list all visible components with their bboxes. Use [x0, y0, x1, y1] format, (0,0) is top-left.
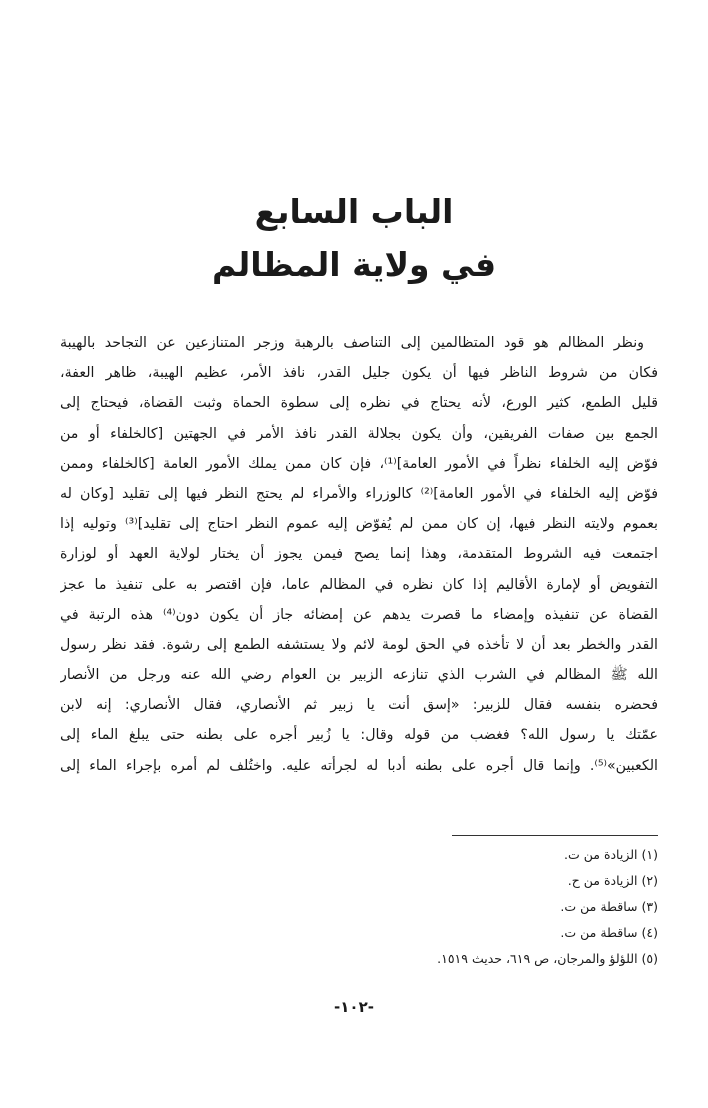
text-line: عمّتك يا رسول الله؟ فغضب من قوله وقال: يا زُبير أجره على بطنه حتى يبلغ الماء إلى [60, 727, 658, 744]
chapter-title: الباب السابع [254, 192, 454, 231]
text-line: قليل الطمع، كثير الورع، لأنه يحتاج في نظره إلى سطوة الحماة وثبت القضاة، فيحتاج إلى [60, 395, 658, 412]
text-line: القدر والخطر بعد أن لا تأخذه في الحق لومة لائم ولا يستشفه الطمع إلى رشوة. فقد نظر رسول [60, 636, 658, 653]
text-line: بعموم ولايته النظر فيها، إن كان ممن لم يُفوّض إليه عموم النظر احتاج إلى تقليد]⁽³⁾ وتوليه إذا [60, 516, 658, 533]
text-line: فوّض إليه الخلفاء نظراً في الأمور العامة]⁽¹⁾، فإن كان ممن يملك الأمور العامة [كالخلفاء وممن [60, 455, 658, 472]
text-line: الجمع بين صفات الفريقين، وأن يكون بجلالة القدر نافذ الأمر في الجهتين [كالخلفاء أو من [60, 425, 658, 442]
page-number: -١٠٢- [334, 998, 374, 1016]
text-line: ونظر المظالم هو قود المتظالمين إلى التناصف بالرهبة وزجر المتنازعين عن التجاحد بالهيبة [60, 335, 644, 351]
main-paragraph [60, 328, 658, 781]
text-line: فكان من شروط الناظر فيها أن يكون جليل القدر، نافذ الأمر، عظيم الهيبة، ظاهر العفة، [60, 365, 658, 382]
footnote-item: (٢) الزيادة من ح. [567, 873, 658, 888]
footnotes [360, 842, 658, 972]
text-line: اجتمعت فيه الشروط المتقدمة، وهذا إنما يصح فيمن يجوز أن يختار لولاية العهد أو لوزارة [60, 546, 658, 563]
text-line: فوّض إليه الخلفاء في الأمور العامة]⁽²⁾ كالوزراء والأمراء لم يحتج النظر فيها إلى تقليد [وكان له [60, 485, 658, 502]
text-line: التفويض أو لإمارة الأقاليم إذا كان نظره في المظالم عاما، فإن اقتصر به على تنفيذ ما عجز [60, 576, 658, 593]
footnote-separator [452, 835, 658, 836]
chapter-subtitle: في ولاية المظالم [211, 245, 497, 284]
text-line: الكعبين»⁽⁵⁾. وإنما قال أجره على بطنه أدبا له لجرأته عليه. واختُلف لم أمره بإجراء الماء إلى [60, 757, 658, 774]
footnote-item: (٥) اللؤلؤ والمرجان، ص ٦١٩، حديث ١٥١٩. [437, 951, 658, 966]
text-line: الله ﷺ المظالم في الشرب الذي تنازعه الزبير بن العوام رضي الله عنه ورجل من الأنصار [60, 667, 658, 684]
footnote-item: (٣) ساقطة من ت. [560, 899, 658, 914]
text-line: القضاة عن تنفيذه وإمضاء ما قصرت يدهم عن إمضائه جاز أن يكون دون⁽⁴⁾ هذه الرتبة في [60, 606, 658, 623]
text-line: فحضره بنفسه فقال للزبير: «إسق أنت يا زبير ثم الأنصاري، فقال الأنصاري: إنه لابن [60, 697, 658, 714]
footnote-item: (١) الزيادة من ت. [564, 847, 658, 862]
footnote-item: (٤) ساقطة من ت. [560, 925, 658, 940]
